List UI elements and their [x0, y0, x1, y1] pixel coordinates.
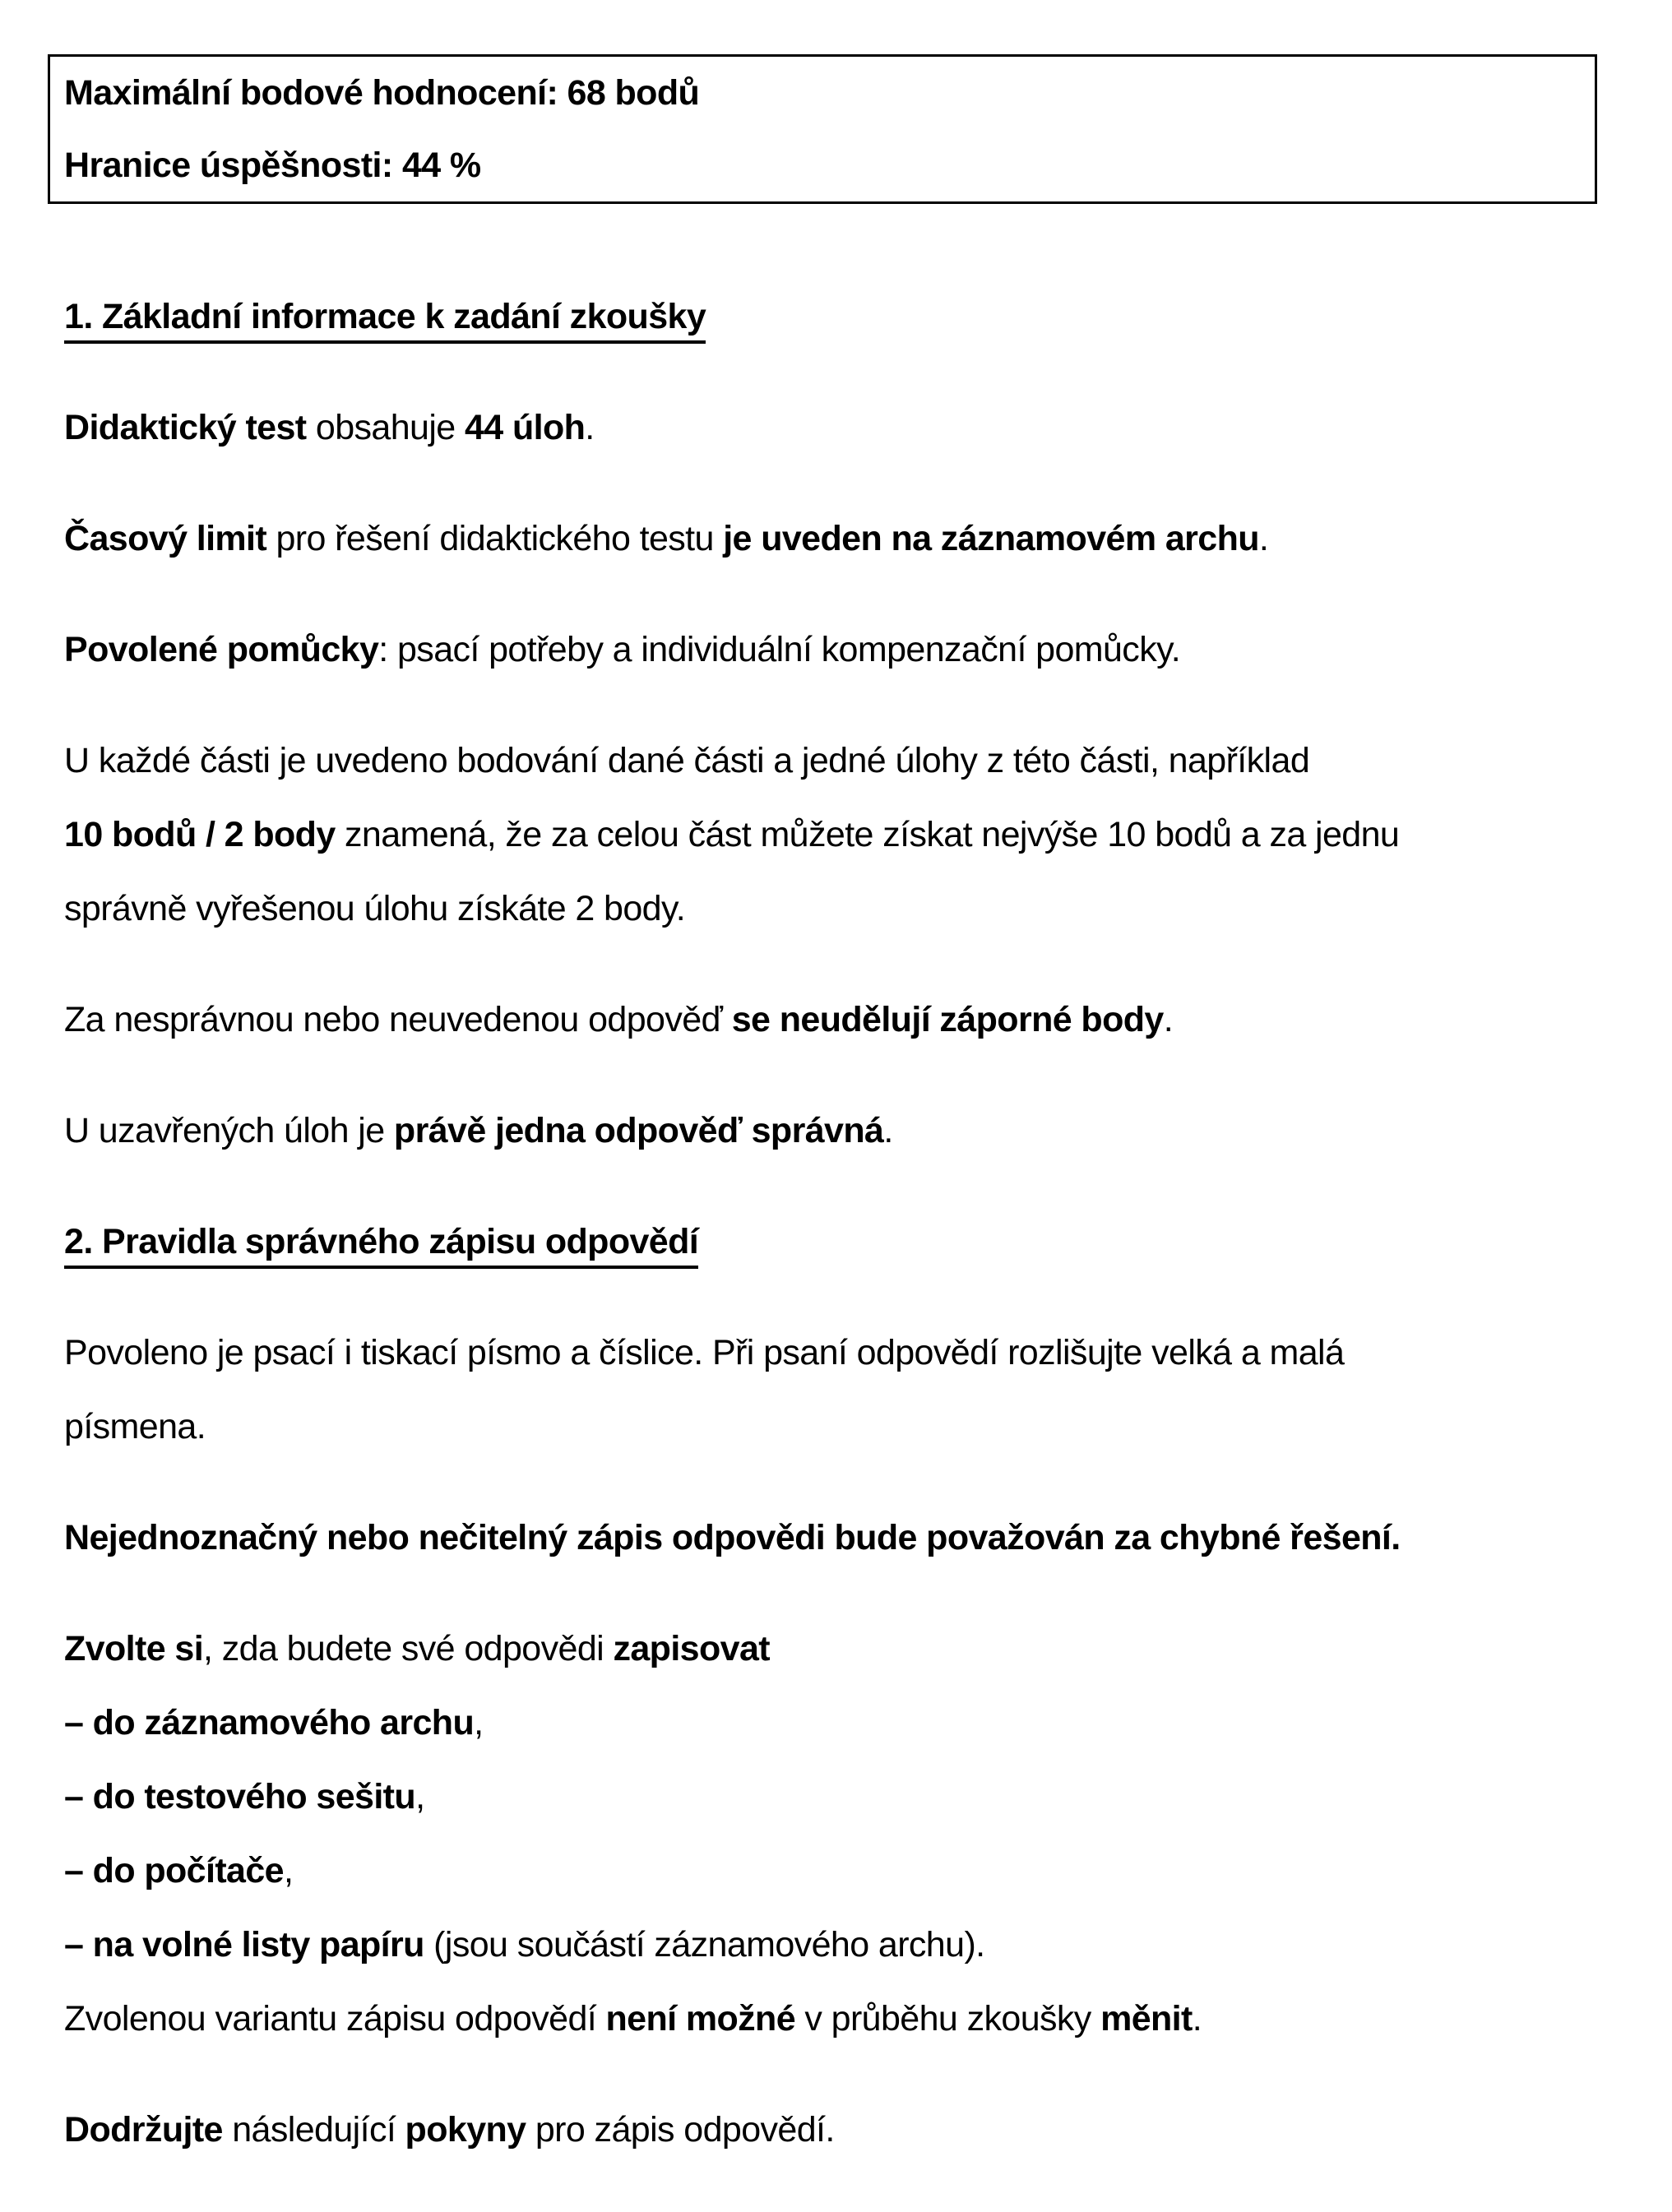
text-segment: . — [1192, 1999, 1202, 2038]
paragraph-writing-style — [64, 1316, 1639, 1464]
text-line — [64, 798, 1639, 872]
text-segment: . — [585, 408, 595, 447]
text-line — [64, 1612, 1639, 1686]
text-line — [64, 502, 1639, 576]
text-segment: , zda budete své odpovědi — [203, 1629, 614, 1668]
bold-text-segment: 10 bodů / 2 body — [64, 815, 336, 854]
paragraph-closed-tasks — [64, 1094, 1639, 1168]
paragraph-time-limit — [64, 502, 1639, 576]
bold-text-segment: 44 úloh — [464, 408, 586, 447]
text-line — [64, 724, 1639, 798]
text-segment: Povoleno je psací i tiskací písmo a číslice. Při psaní odpovědí rozlišujte velká a malá — [64, 1333, 1345, 1372]
text-line — [64, 1316, 1639, 1390]
text-segment: písmena. — [64, 1407, 206, 1446]
text-line — [64, 1908, 1639, 1982]
bold-text-segment: Maximální bodové hodnocení: 68 bodů — [64, 73, 700, 113]
text-segment: : psací potřeby a individuální kompenzační pomůcky. — [378, 630, 1181, 669]
text-segment: . — [1258, 519, 1269, 558]
text-line — [64, 1760, 1639, 1834]
bold-text-segment: se neudělují záporné body — [731, 1000, 1164, 1039]
text-line — [64, 1094, 1639, 1168]
text-line — [64, 1205, 1639, 1279]
text-segment: . — [883, 1111, 893, 1150]
bold-text-segment: 1. Základní informace k zadání zkoušky — [64, 297, 706, 344]
text-segment: U uzavřených úloh je — [64, 1111, 394, 1150]
section-1-heading — [64, 280, 1639, 354]
text-line — [64, 280, 1639, 354]
text-segment: pro zápis odpovědí. — [526, 2110, 835, 2150]
bold-text-segment: Časový limit — [64, 519, 267, 558]
text-segment: Zvolenou variantu zápisu odpovědí — [64, 1999, 606, 2038]
text-line — [64, 983, 1639, 1057]
text-segment: znamená, že za celou část můžete získat nejvýše 10 bodů a za jednu — [335, 815, 1400, 854]
bold-text-segment: Povolené pomůcky — [64, 630, 379, 669]
text-segment: , — [284, 1851, 294, 1890]
paragraph-answer-recording-options — [64, 1612, 1639, 2056]
text-line — [64, 57, 1595, 129]
bold-text-segment: Hranice úspěšnosti: 44 % — [64, 146, 481, 185]
text-line — [64, 1834, 1639, 1908]
paragraph-illegible-answers — [64, 1501, 1639, 1575]
text-line — [64, 1501, 1639, 1575]
text-segment: v průběhu zkoušky — [795, 1999, 1101, 2038]
text-segment: následující — [222, 2110, 405, 2150]
paragraph-test-length — [64, 391, 1639, 465]
bold-text-segment: – do testového sešitu — [64, 1777, 416, 1816]
text-line — [64, 2093, 1639, 2167]
text-line — [64, 1982, 1639, 2056]
bold-text-segment: právě jedna odpověď správná — [393, 1111, 884, 1150]
text-line — [64, 872, 1639, 946]
score-box — [48, 54, 1597, 204]
bold-text-segment: – do záznamového archu — [64, 1703, 475, 1742]
section-2-heading — [64, 1205, 1639, 1279]
bold-text-segment: zapisovat — [613, 1629, 770, 1668]
bold-text-segment: – na volné listy papíru — [64, 1925, 424, 1964]
text-segment: obsahuje — [306, 408, 465, 447]
text-segment: správně vyřešenou úlohu získáte 2 body. — [64, 889, 686, 928]
document-body — [64, 280, 1639, 2204]
bold-text-segment: 2. Pravidla správného zápisu odpovědí — [64, 1222, 698, 1269]
paragraph-allowed-aids — [64, 613, 1639, 687]
text-line — [64, 613, 1639, 687]
text-segment: (jsou součástí záznamového archu). — [424, 1925, 985, 1964]
bold-text-segment: Didaktický test — [64, 408, 307, 447]
text-segment: , — [474, 1703, 484, 1742]
bold-text-segment: je uveden na záznamovém archu — [723, 519, 1259, 558]
text-line — [64, 391, 1639, 465]
text-line — [64, 129, 1595, 201]
bold-text-segment: není možné — [605, 1999, 796, 2038]
bold-text-segment: Dodržujte — [64, 2110, 223, 2150]
paragraph-no-negative-points — [64, 983, 1639, 1057]
text-segment: . — [1163, 1000, 1174, 1039]
bold-text-segment: Nejednoznačný nebo nečitelný zápis odpovědi bude považován za chybné řešení. — [64, 1518, 1401, 1557]
paragraph-follow-instructions — [64, 2093, 1639, 2167]
bold-text-segment: Zvolte si — [64, 1629, 204, 1668]
text-line — [64, 1686, 1639, 1760]
bold-text-segment: – do počítače — [64, 1851, 284, 1890]
paragraph-scoring-example — [64, 724, 1639, 946]
text-segment: U každé části je uvedeno bodování dané části a jedné úlohy z této části, například — [64, 741, 1310, 780]
bold-text-segment: měnit — [1100, 1999, 1193, 2038]
text-line — [64, 1390, 1639, 1464]
bold-text-segment: pokyny — [405, 2110, 526, 2150]
text-segment: , — [415, 1777, 425, 1816]
text-segment: Za nesprávnou nebo neuvedenou odpověď — [64, 1000, 732, 1039]
text-segment: pro řešení didaktického testu — [266, 519, 724, 558]
